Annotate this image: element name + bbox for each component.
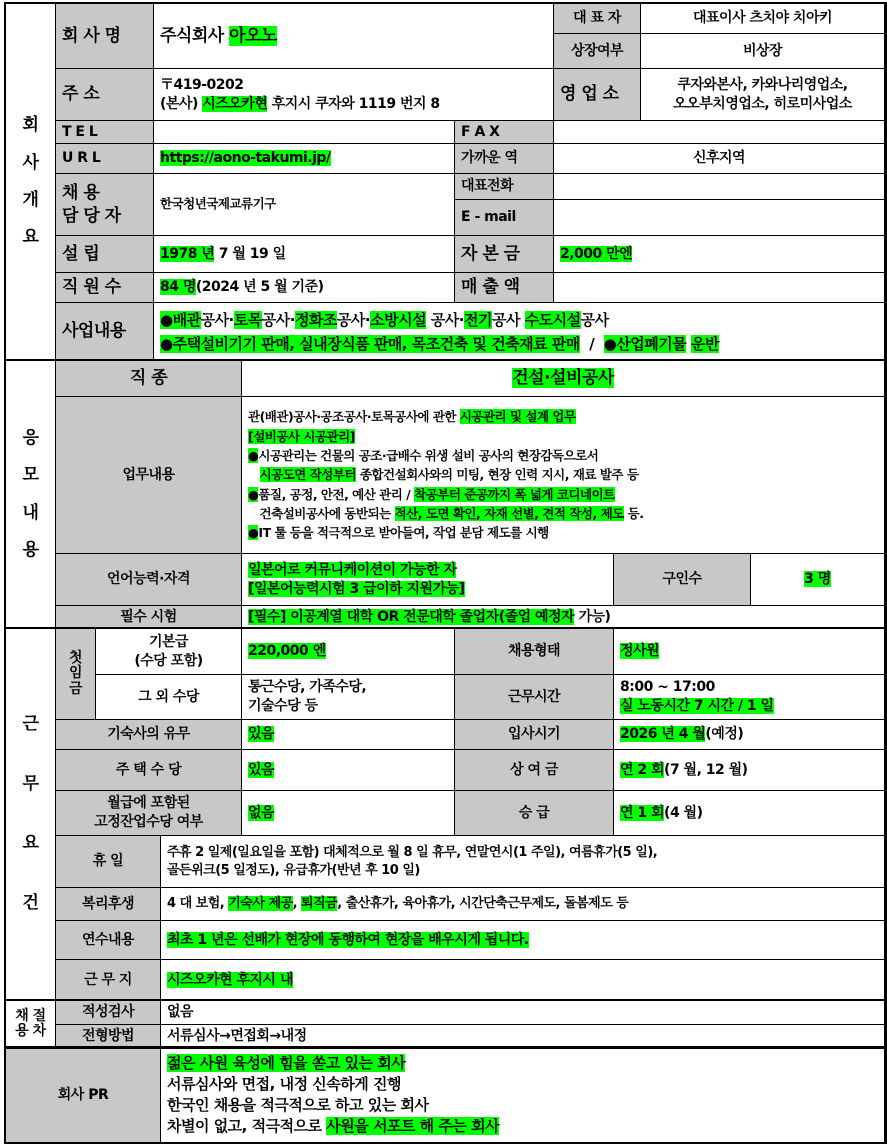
text-line [160, 308, 878, 332]
method-label: 전형방법 [55, 1024, 161, 1048]
overtime-value [241, 790, 455, 836]
text-line [167, 1053, 878, 1074]
text-line [248, 561, 607, 580]
other-allowances-label: 그 외 수당 [95, 674, 242, 720]
station-label: 가까운 역 [454, 143, 554, 174]
business-label: 사업내용 [55, 302, 154, 361]
raise-label: 승 급 [454, 790, 614, 836]
job-type-value [241, 360, 885, 397]
section-company-overview-label: 회 사 개 요 [5, 3, 56, 361]
highlighted-text: ● [248, 486, 259, 502]
start-date-value [613, 719, 885, 750]
offices-value: 쿠자와본사, 카와나리영업소, 오오부치영업소, 히로미사업소 [640, 68, 885, 121]
main-phone-label: 대표전화 [454, 173, 554, 200]
workplace-value [160, 959, 885, 1001]
highlighted-text: ●산업폐기물 [603, 334, 687, 353]
bonus-value [613, 749, 885, 791]
language-value [241, 553, 614, 606]
text-segment: 〒419-0202 [160, 76, 244, 93]
highlighted-text: 토목 [233, 310, 262, 329]
highlighted-text: https://aono-takumi.jp/ [160, 150, 331, 167]
text-segment: 등. [623, 506, 644, 522]
text-line [248, 465, 878, 484]
text-segment: (2024 년 5 월 기준) [195, 279, 324, 296]
highlighted-text: [설비공사 시공관리] [248, 428, 355, 444]
text-line [167, 1074, 878, 1095]
url-label: U R L [55, 143, 154, 174]
text-line [620, 642, 878, 661]
text-segment: IT 툴 등을 적극적으로 받아들여, 작업 분담 제도를 시행 [258, 525, 549, 541]
text-segment: 시공관리는 건물의 공조·급배수 위생 설비 공사의 현장감독으로서 [258, 447, 599, 463]
tel-label: T E L [55, 120, 154, 144]
text-line [620, 678, 878, 697]
text-line [248, 523, 878, 542]
tel-value [153, 120, 455, 144]
text-segment: 한국인 채용을 적극적으로 하고 있는 회사 [167, 1096, 429, 1114]
aptitude-label: 적성검사 [55, 1000, 161, 1025]
text-line [167, 971, 878, 990]
text-line [160, 245, 448, 264]
highlighted-text: 기숙사 제공 [228, 896, 293, 912]
text-segment: 공사 [491, 310, 525, 329]
main-phone-value [553, 173, 885, 200]
highlighted-text: 퇴직금 [301, 896, 338, 912]
highlighted-text: 2026 년 4 월 [620, 726, 706, 743]
training-label: 연수내용 [55, 920, 161, 960]
recruiter-label: 채 용 담 당 자 [55, 173, 154, 236]
job-type-label: 직 종 [55, 360, 242, 397]
highlighted-text: 젊은 사원 육성에 힘을 쏟고 있는 회사 [167, 1054, 406, 1072]
text-segment: 공사· [261, 310, 295, 329]
text-segment: 7 월 19 일 [214, 245, 286, 262]
text-segment: 서류심사와 면접, 내정 신속하게 진행 [167, 1075, 401, 1093]
capital-value [553, 235, 885, 273]
highlighted-text: 착공부터 준공까지 폭 넓게 코디네이트 [414, 486, 615, 502]
company-name-value [153, 3, 554, 69]
highlighted-text: ● [248, 447, 259, 463]
highlighted-text: [필수] 이공계열 대학 OR 전문대학 졸업자(졸업 예정자 [248, 608, 575, 625]
highlighted-text: 소방시설 [370, 310, 427, 329]
text-line [804, 570, 831, 589]
text-line [248, 608, 878, 627]
section-application-label: 응 모 내 용 [5, 360, 56, 629]
required-value [241, 605, 885, 629]
aptitude-value: 없음 [160, 1000, 885, 1025]
email-label: E - mail [454, 199, 554, 236]
highlighted-text: 연 1 회 [620, 804, 665, 821]
highlighted-text: 일본어로 커뮤니케이션이 가능한 자 [248, 561, 457, 578]
text-line [512, 367, 614, 390]
text-segment [248, 467, 260, 482]
pr-label: 회사 PR [5, 1047, 161, 1143]
text-segment: 관(배관)공사·공조공사·토목공사에 관한 [248, 409, 460, 425]
text-segment: (본사) [160, 95, 203, 112]
text-segment: , [292, 896, 302, 912]
workplace-label: 근 무 지 [55, 959, 161, 1001]
listing-label: 상장여부 [553, 33, 641, 69]
highlighted-text: 없음 [248, 804, 275, 821]
text-segment: 공사 [580, 310, 609, 329]
required-label: 필수 시험 [55, 605, 242, 629]
text-segment: 공사· [200, 310, 234, 329]
highlighted-text: 수도시설 [524, 310, 581, 329]
dormitory-label: 기숙사의 유무 [55, 719, 242, 750]
text-segment: 주식회사 [160, 25, 230, 46]
text-line [248, 407, 878, 426]
text-line [248, 642, 448, 661]
sales-value [553, 272, 885, 303]
sales-label: 매 출 액 [454, 272, 554, 303]
training-value [160, 920, 885, 960]
raise-value [613, 790, 885, 836]
highlighted-text: 84 명 [160, 279, 196, 296]
highlighted-text: 시공도면 작성부터 [259, 467, 357, 483]
text-line [167, 1116, 878, 1137]
duties-value [241, 396, 885, 554]
founded-label: 설 립 [55, 235, 154, 273]
highlighted-text: 전기 [463, 310, 492, 329]
housing-value [241, 749, 455, 791]
text-segment: / [579, 334, 604, 353]
holidays-value: 주휴 2 일제(일요일을 포함) 대체적으로 월 8 일 휴무, 연말연시(1 주일), 여름휴가(5 일), 골든위크(5 일정도), 유급휴가(반년 후 10 일) [160, 835, 885, 888]
email-value [553, 199, 885, 236]
work-hours-value [613, 674, 885, 720]
openings-value [750, 553, 885, 606]
ceo-label: 대 표 자 [553, 3, 641, 34]
text-segment: 8:00 ~ 17:00 [620, 679, 715, 696]
text-line [160, 278, 448, 297]
highlighted-text: 시즈오카현 후지시 내 [167, 971, 293, 988]
text-line [248, 725, 448, 744]
duties-label: 업무내용 [55, 396, 242, 554]
overtime-label: 월급에 포함된 고정잔업수당 여부 [55, 790, 242, 836]
ceo-value: 대표이사 츠치야 치아키 [640, 3, 885, 34]
highlighted-text: 운반 [690, 334, 719, 353]
fax-value [553, 120, 885, 144]
method-value: 서류심사→면접회→내정 [160, 1024, 885, 1048]
text-segment: 품질, 공정, 안전, 예산 관리 / [258, 486, 415, 502]
welfare-value [160, 887, 885, 921]
text-segment: (7 월, 12 월) [664, 761, 748, 778]
text-line [560, 245, 878, 264]
highlighted-text: 있음 [248, 761, 275, 778]
holidays-label: 휴 일 [55, 835, 161, 888]
url-link[interactable] [153, 143, 455, 174]
base-pay-value [241, 628, 455, 675]
text-segment: 공사· [336, 310, 371, 329]
text-line [248, 761, 448, 780]
text-segment: (예정) [705, 726, 744, 743]
employment-type-value [613, 628, 885, 675]
highlighted-text: 있음 [248, 726, 275, 743]
openings-label: 구인수 [613, 553, 751, 606]
station-value: 신후지역 [553, 143, 885, 174]
employment-type-label: 채용형태 [454, 628, 614, 675]
employees-value [153, 272, 455, 303]
highlighted-text: 최초 1 년은 선배가 현장에 동행하여 현장을 배우시게 됩니다. [167, 931, 529, 948]
pr-value [160, 1047, 885, 1143]
text-segment: 4 대 보험, [167, 896, 229, 912]
address-label: 주 소 [55, 68, 154, 121]
bonus-label: 상 여 금 [454, 749, 614, 791]
highlighted-text: 220,000 엔 [248, 643, 326, 660]
dormitory-value [241, 719, 455, 750]
highlighted-text: ●배관 [160, 310, 201, 329]
text-segment: 차별이 없고, 적극적으로 [167, 1117, 327, 1135]
highlighted-text: 시공관리 및 설계 업무 [459, 409, 576, 425]
text-segment: (4 월) [664, 804, 703, 821]
work-hours-label: 근무시간 [454, 674, 614, 720]
text-line [620, 804, 878, 823]
capital-label: 자 본 금 [454, 235, 554, 273]
highlighted-text: 아오노 [229, 25, 277, 46]
founded-value [153, 235, 455, 273]
text-line [167, 931, 878, 950]
highlighted-text: 연 2 회 [620, 761, 665, 778]
start-date-label: 입사시기 [454, 719, 614, 750]
highlighted-text: [일본어능력시험 3 급이하 지원가능] [248, 580, 465, 597]
text-segment: 종합건설회사와의 미팅, 현장 인력 지시, 재료 발주 등 [356, 467, 639, 483]
highlighted-text: 시즈오카현 [202, 95, 268, 112]
text-segment: 건축설비공사에 동반되는 [248, 506, 395, 522]
section-conditions-label: 근 무 요 건 [5, 628, 56, 1001]
highlighted-text: 사원을 서포트 해 주는 회사 [326, 1117, 500, 1135]
text-line [620, 725, 878, 744]
text-line [248, 485, 878, 504]
housing-label: 주 택 수 당 [55, 749, 242, 791]
highlighted-text: 1978 년 [160, 245, 215, 262]
highlighted-text: ● [248, 525, 259, 541]
text-line [248, 580, 607, 599]
text-line [248, 504, 878, 523]
first-pay-label: 첫 임 금 [55, 628, 96, 720]
listing-value: 비상장 [640, 33, 885, 69]
text-line [248, 446, 878, 465]
highlighted-text: 3 명 [804, 571, 831, 588]
welfare-label: 복리후생 [55, 887, 161, 921]
recruiter-value: 한국청년국제교류기구 [153, 173, 455, 236]
text-line [620, 697, 878, 716]
text-line [167, 1095, 878, 1116]
other-allowances-value: 통근수당, 가족수당, 기술수당 등 [241, 674, 455, 720]
text-line [248, 427, 878, 446]
highlighted-text: 2,000 만엔 [560, 245, 633, 262]
business-value [153, 302, 885, 361]
highlighted-text: 건설·설비공사 [512, 368, 614, 389]
text-line [160, 25, 547, 48]
text-line [167, 895, 878, 913]
text-segment: 가능) [574, 608, 611, 625]
highlighted-text: 정화조 [294, 310, 337, 329]
highlighted-text: 적산, 도면 확인, 자재 선별, 견적 작성, 제도 [394, 506, 624, 522]
text-line [160, 95, 547, 114]
text-line [248, 804, 448, 823]
address-value [153, 68, 554, 121]
text-line [160, 149, 448, 168]
base-pay-label: 기본급 (수당 포함) [95, 628, 242, 675]
text-segment: 공사· [426, 310, 464, 329]
fax-label: F A X [454, 120, 554, 144]
company-name-label: 회 사 명 [55, 3, 154, 69]
highlighted-text: 정사원 [620, 643, 660, 660]
highlighted-text: ●주택설비기기 판매, 실내장식품 판매, 목조건축 및 건축재료 판매 [160, 334, 580, 353]
text-line [160, 332, 878, 356]
text-segment: , 출산휴가, 육아휴가, 시간단축근무제도, 돌봄제도 등 [337, 896, 629, 912]
highlighted-text: 실 노동시간 7 시간 / 1 일 [620, 698, 774, 714]
offices-label: 영 업 소 [553, 68, 641, 121]
text-line [160, 76, 547, 95]
text-segment: 후지시 쿠자와 1119 번지 8 [267, 95, 440, 112]
employees-label: 직 원 수 [55, 272, 154, 303]
text-line [620, 761, 878, 780]
language-label: 언어능력·자격 [55, 553, 242, 606]
section-process-label: 채 절 용 차 [5, 1000, 56, 1048]
